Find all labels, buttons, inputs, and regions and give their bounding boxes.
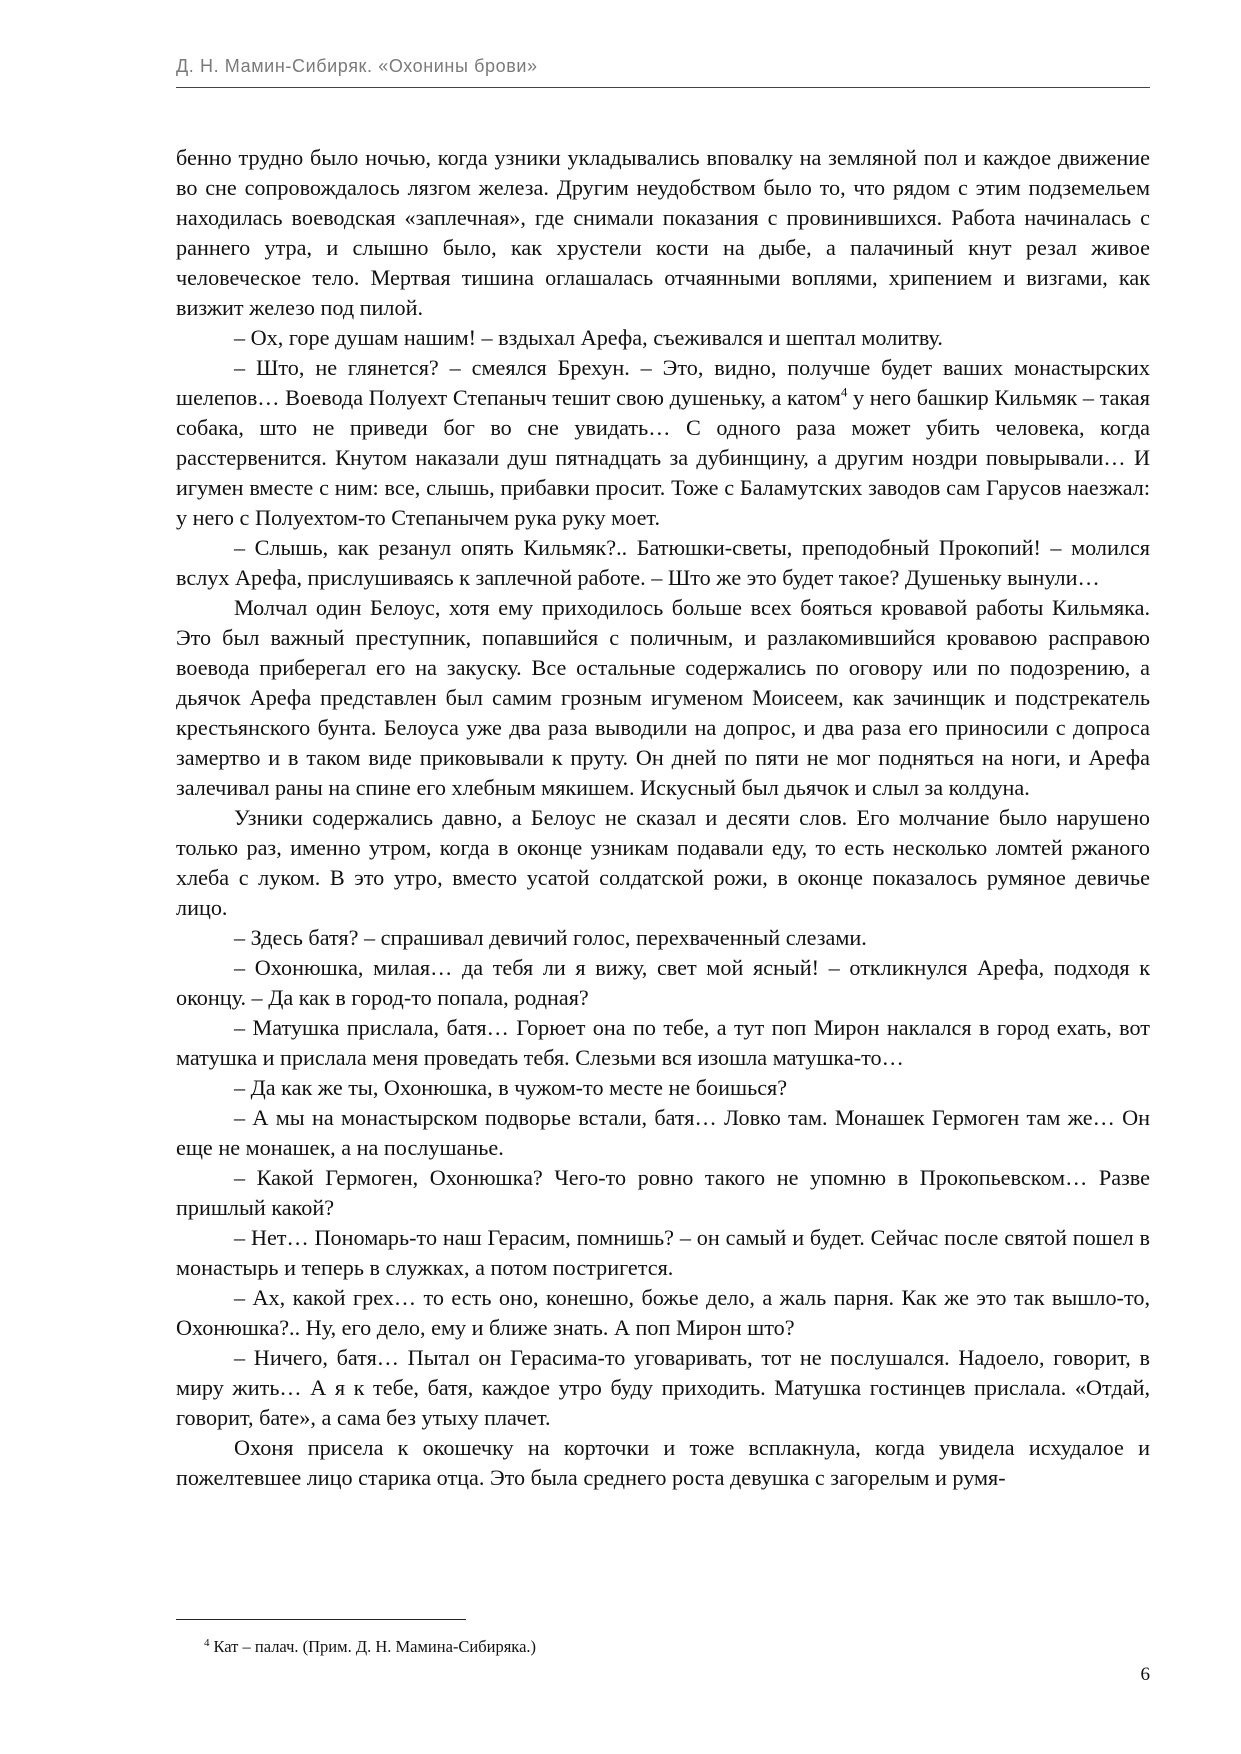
paragraph-8: – Охонюшка, милая… да тебя ли я вижу, свет мой ясный! – откликнулся Арефа, подходя к оконцу. – Да как в город-то попала, родная? [176,955,1150,1010]
body-text [176,143,1150,1493]
footnote-rule [176,1619,466,1620]
header-rule [176,87,1150,88]
paragraph-12: – Какой Гермоген, Охонюшка? Чего-то ровно такого не упомню в Прокопьевском… Разве пришлый какой? [176,1165,1150,1220]
paragraph-6: Узники содержались давно, а Белоус не сказал и десяти слов. Его молчание было нарушено только раз, именно утром, когда в оконце узникам подавали еду, то есть несколько ломтей ржаного хлеба с луком. В это утро, вместо усатой солдатской рожи, в оконце показалось румяное девичье лицо. [176,805,1150,920]
paragraph-4: – Слышь, как резанул опять Кильмяк?.. Батюшки-светы, преподобный Прокопий! – молился вслух Арефа, прислушиваясь к заплечной работе. – Што же это будет такое? Душеньку вынули… [176,535,1150,590]
paragraph-10: – Да как же ты, Охонюшка, в чужом-то месте не боишься? [234,1075,788,1100]
paragraph-1: бенно трудно было ночью, когда узники укладывались вповалку на земляной пол и каждое движение во сне сопровождалось лязгом железа. Другим неудобством было то, что рядом с этим подземельем находилась воеводская «заплечная», где снимали показания с провинившихся. Работа начиналась с раннего утра, и слышно было, как хрустели кости на дыбе, а палачиный кнут резал живое человеческое тело. Мертвая тишина оглашалась отчаянными воплями, хрипением и визгами, как визжит железо под пилой. [176,145,1150,320]
footnote-text: Кат – палач. (Прим. Д. Н. Мамина-Сибиряка.) [213,1637,537,1656]
footnote [204,1636,1104,1658]
paragraph-3 [176,353,1150,533]
paragraph-14: – Ах, какой грех… то есть оно, конешно, божье дело, а жаль парня. Как же это так вышло-то, Охонюшка?.. Ну, его дело, ему и ближе знать. А поп Мирон што? [176,1285,1150,1340]
paragraph-3-part-2: у него башкир Кильмяк – такая собака, што не приведи бог во сне увидать… С одного раза может убить человека, когда расстервенится. Кнутом наказали душ пятнадцать за дубинщину, а другим ноздри повырывали… И игумен вместе с ним: все, слышь, прибавки просит. Тоже с Баламутских заводов сам Гарусов наезжал: у него с Полуехтом-то Степанычем рука руку моет. [176,385,1150,530]
paragraph-2: – Ох, горе душам нашим! – вздыхал Арефа, съеживался и шептал молитву. [234,325,943,350]
paragraph-5: Молчал один Белоус, хотя ему приходилось больше всех бояться кровавой работы Кильмяка. Это был важный преступник, попавшийся с поличным, и разлакомившийся кровавою расправою воевода приберегал его на закуску. Все остальные содержались по оговору или по подозрению, а дьячок Арефа представлен был самим грозным игуменом Моисеем, как зачинщик и подстрекатель крестьянского бунта. Белоуса уже два раза выводили на допрос, и два раза его приносили с допроса замертво и в таком виде приковывали к пруту. Он дней по пяти не мог подняться на ноги, и Арефа залечивал раны на спине его хлебным мякишем. Искусный был дьячок и слыл за колдуна. [176,595,1150,800]
paragraph-15: – Ничего, батя… Пытал он Герасима-то уговаривать, тот не послушался. Надоело, говорит, в миру жить… А я к тебе, батя, каждое утро буду приходить. Матушка гостинцев прислала. «Отдай, говорит, бате», а сама без утыху плачет. [176,1345,1150,1430]
paragraph-11: – А мы на монастырском подворье встали, батя… Ловко там. Монашек Гермоген там же… Он еще не монашек, а на послушанье. [176,1105,1150,1160]
running-header: Д. Н. Мамин-Сибиряк. «Охонины брови» [176,56,538,76]
footnote-marker: 4 [204,1636,210,1649]
paragraph-3-part-1: – Што, не глянется? – смеялся Брехун. – Это, видно, получше будет ваших монастырских шелепов… Воевода Полуехт Степаныч тешит свою душеньку, а катом [176,355,1150,410]
paragraph-7: – Здесь батя? – спрашивал девичий голос, перехваченный слезами. [234,925,867,950]
paragraph-16: Охоня присела к окошечку на корточки и тоже всплакнула, когда увидела исхудалое и пожелтевшее лицо старика отца. Это была среднего роста девушка с загорелым и румя- [176,1435,1150,1490]
paragraph-9: – Матушка прислала, батя… Горюет она по тебе, а тут поп Мирон наклался в город ехать, вот матушка и прислала меня проведать тебя. Слезьми вся изошла матушка-то… [176,1015,1150,1070]
footnote-reference[interactable]: 4 [840,384,848,400]
paragraph-13: – Нет… Пономарь-то наш Герасим, помнишь? – он самый и будет. Сейчас после святой пошел в монастырь и теперь в служках, а потом постригется. [176,1225,1150,1280]
page-number: 6 [1140,1664,1150,1685]
